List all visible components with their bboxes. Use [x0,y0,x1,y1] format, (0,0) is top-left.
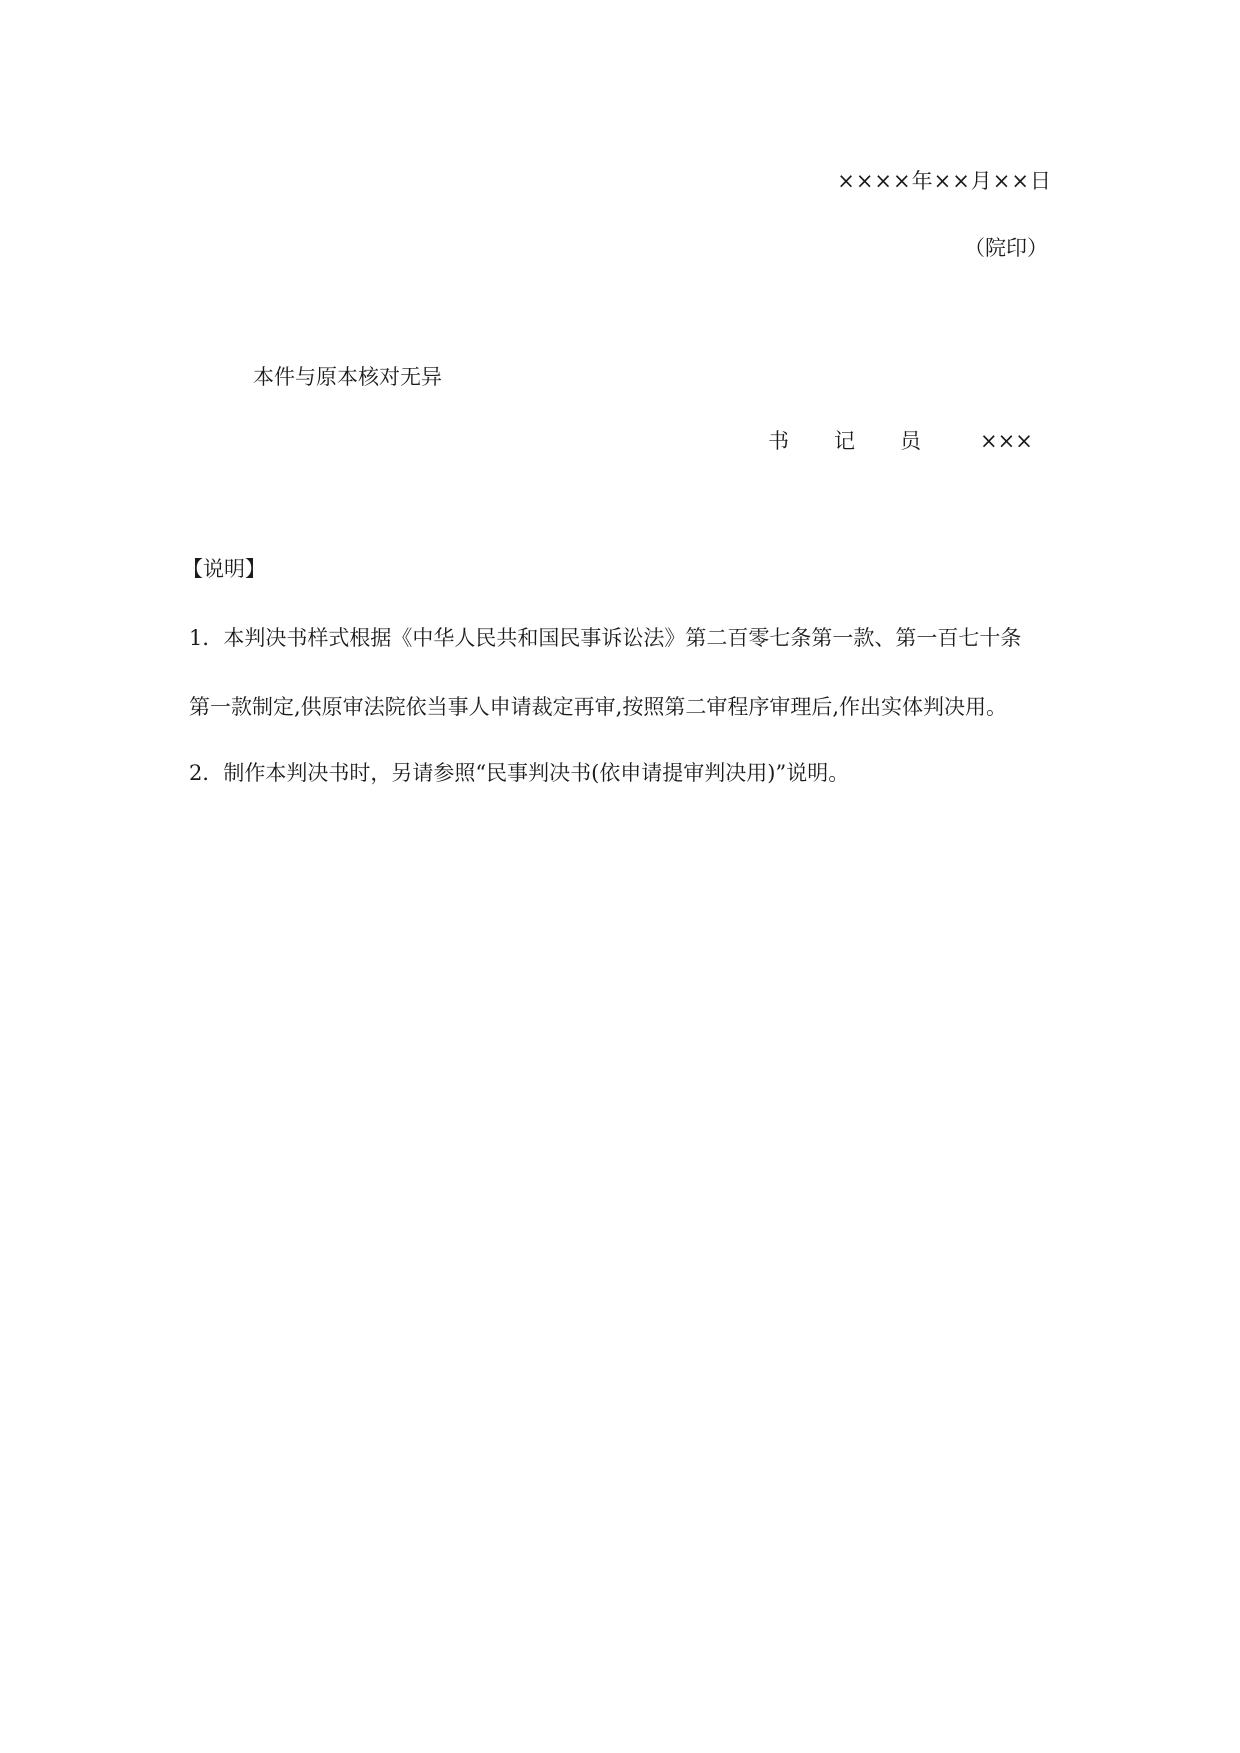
clerk-signature-row [760,431,1052,455]
clerk-title-char: 员 [900,429,921,453]
notes-line: 第一款制定,供原审法院依当事人申请裁定再审,按照第二审程序审理后,作出实体判决用。 [189,695,1008,719]
notes-title: 【说明】 [182,557,266,581]
notes-line: 2．制作本判决书时，另请参照“民事判决书(依申请提审判决用)”说明。 [189,761,850,785]
clerk-title-char: 记 [834,429,855,453]
court-seal-label: （院印） [964,236,1048,260]
date-line: ××××年××月××日 [837,169,1052,193]
clerk-name: ××× [980,429,1033,453]
notes-line: 1．本判决书样式根据《中华人民共和国民事诉讼法》第二百零七条第一款、第一百七十条 [189,626,1022,650]
verification-statement: 本件与原本核对无异 [253,365,442,389]
clerk-title-char: 书 [768,429,789,453]
